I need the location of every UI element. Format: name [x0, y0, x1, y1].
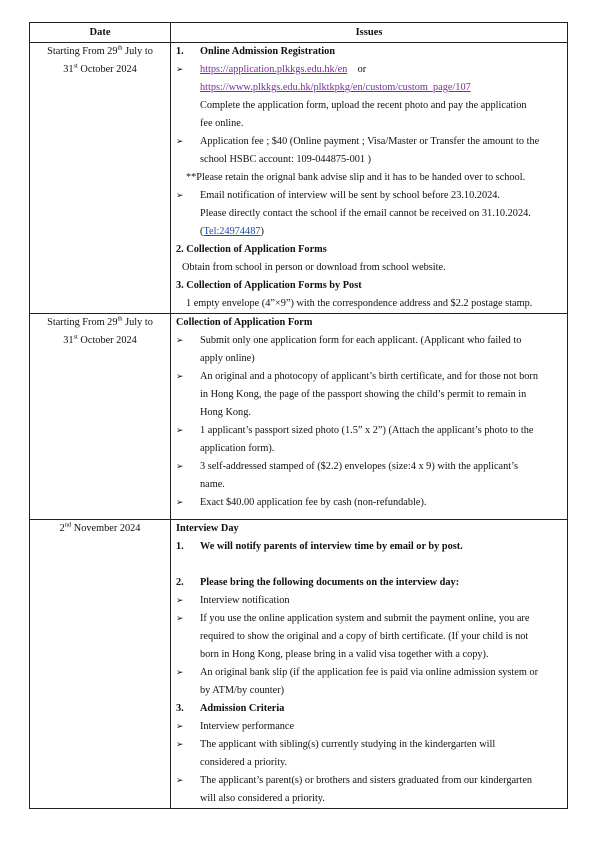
list-item: [176, 494, 562, 512]
list-item: [176, 332, 562, 368]
issues-cell: [171, 314, 568, 520]
phone-link[interactable]: Tel:24974487: [203, 226, 261, 237]
list-item: [176, 736, 562, 772]
arrow-bullet-icon: ➢: [176, 776, 184, 786]
list-item-text: Exact $40.00 application fee by cash (non-refundable).: [200, 497, 427, 508]
list-item-text: An original and a photocopy of applicant’s birth certificate, and for those not born: [200, 371, 538, 382]
arrow-bullet-icon: ➢: [176, 668, 184, 678]
arrow-bullet-icon: ➢: [176, 722, 184, 732]
date-cell: [30, 314, 171, 520]
list-item-text: apply online): [200, 353, 255, 364]
list-item-text: application form).: [200, 443, 275, 454]
list-item-text: Submit only one application form for each applicant. (Applicant who failed to: [200, 335, 522, 346]
section-heading: 3. Admission Criteria: [176, 703, 285, 714]
list-item-text: If you use the online application system and submit the payment online, you are: [200, 613, 530, 624]
section-heading: 2. Please bring the following documents on the interview day:: [176, 577, 460, 588]
list-item-text: by ATM/by counter): [200, 685, 285, 696]
list-item: [176, 458, 562, 494]
list-item: ➢ Email notification of interview will be sent by school before 23.10.2024. Please directly contact the school if the email cannot be received on 31.10.2024. (Tel:24974487): [176, 187, 562, 241]
list-item-text: 1 applicant’s passport sized photo (1.5” x 2”) (Attach the applicant’s photo to the: [200, 425, 534, 436]
section-text: 1 empty envelope (4”×9”) with the correspondence address and $2.2 postage stamp.: [186, 298, 533, 309]
note-text: **Please retain the orignal bank advise slip and it has to be handed over to school.: [186, 172, 526, 183]
arrow-bullet-icon: ➢: [176, 596, 184, 606]
list-item-text: name.: [200, 479, 225, 490]
table-row: [30, 43, 568, 314]
list-item: ➢ https://application.plkkgs.edu.hk/en or https://www.plkkgs.edu.hk/plktkpkg/en/custom/custom_page/107 Complete the application form, upload the recent photo and pay the application fee online.: [176, 61, 562, 133]
section-heading: 2. Collection of Application Forms: [176, 244, 327, 255]
arrow-bullet-icon: ➢: [176, 614, 184, 624]
list-item: [176, 592, 562, 610]
list-item-text: born in Hong Kong, please bring in a valid visa together with a copy).: [200, 649, 489, 660]
schedule-table: [29, 22, 568, 809]
date-line: 31st October 2024: [63, 62, 137, 75]
list-item-text: Hong Kong.: [200, 407, 251, 418]
arrow-bullet-icon: ➢: [176, 498, 184, 508]
arrow-bullet-icon: ➢: [176, 191, 184, 201]
arrow-bullet-icon: ➢: [176, 65, 184, 75]
date-line: 2nd November 2024: [59, 521, 141, 534]
date-line: Starting From 29th July to: [47, 44, 153, 57]
section-heading: Collection of Application Form: [176, 317, 313, 328]
list-item: [176, 610, 562, 664]
arrow-bullet-icon: ➢: [176, 336, 184, 346]
arrow-bullet-icon: ➢: [176, 426, 184, 436]
list-item-text: Interview performance: [200, 721, 295, 732]
list-item-text: required to show the original and a copy of birth certificate. (If your child is not: [200, 631, 529, 642]
list-item: [176, 772, 562, 808]
list-item-text: 3 self-addressed stamped of ($2.2) envelopes (size:4 x 9) with the applicant’s: [200, 461, 518, 472]
date-cell: [30, 520, 171, 809]
header-date: Date: [30, 23, 171, 43]
list-item-text: considered a priority.: [200, 757, 288, 768]
list-item-text: The applicant’s parent(s) or brothers and sisters graduated from our kindergarten: [200, 775, 533, 786]
section-heading: 3. Collection of Application Forms by Post: [176, 280, 362, 291]
issues-cell: [171, 43, 568, 314]
list-item-text: will also considered a priority.: [200, 793, 325, 804]
arrow-bullet-icon: ➢: [176, 137, 184, 147]
application-link[interactable]: https://application.plkkgs.edu.hk/en: [200, 64, 348, 75]
table-row: [30, 520, 568, 809]
header-issues: Issues: [171, 23, 568, 43]
section-heading: 1. Online Admission Registration: [176, 46, 336, 57]
custom-page-link[interactable]: https://www.plkkgs.edu.hk/plktkpkg/en/custom/custom_page/107: [200, 82, 471, 93]
section-heading: Interview Day: [176, 523, 239, 534]
list-item: [176, 718, 562, 736]
arrow-bullet-icon: ➢: [176, 740, 184, 750]
arrow-bullet-icon: ➢: [176, 462, 184, 472]
section-heading: 1. We will notify parents of interview time by email or by post.: [176, 541, 463, 552]
date-line: Starting From 29th July to: [47, 315, 153, 328]
list-item: [176, 422, 562, 458]
list-item-text: The applicant with sibling(s) currently studying in the kindergarten will: [200, 739, 496, 750]
table-header-row: [30, 23, 568, 43]
arrow-bullet-icon: ➢: [176, 372, 184, 382]
list-item-text: An original bank slip (if the application fee is paid via online admission system or: [200, 667, 539, 678]
date-cell: [30, 43, 171, 314]
date-line: 31st October 2024: [63, 333, 137, 346]
list-item: ➢ Application fee ; $40 (Online payment ; Visa/Master or Transfer the amount to the school HSBC account: 109-044875-001 ): [176, 133, 562, 169]
issues-cell: [171, 520, 568, 809]
list-item-text: in Hong Kong, the page of the passport showing the child’s permit to remain in: [200, 389, 527, 400]
list-item: [176, 664, 562, 700]
section-text: Obtain from school in person or download from school website.: [182, 262, 446, 273]
list-item: [176, 368, 562, 422]
list-item-text: Interview notification: [200, 595, 290, 606]
table-row: [30, 314, 568, 520]
